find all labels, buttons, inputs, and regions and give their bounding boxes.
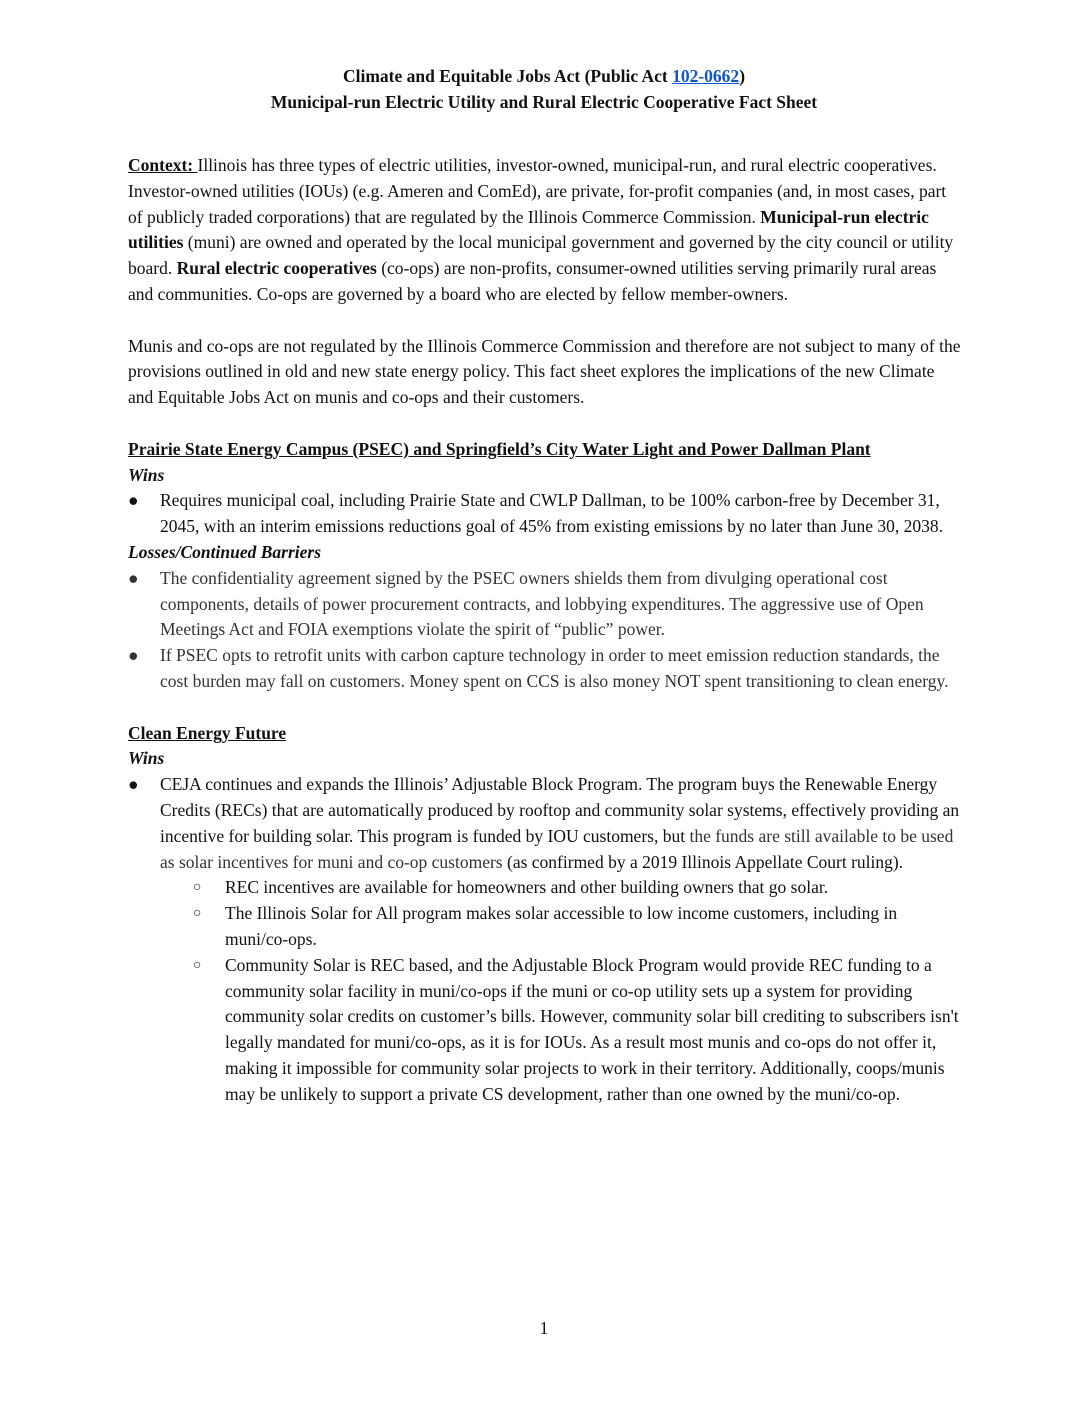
sub-list-item: ○ The Illinois Solar for All program makes solar accessible to low income customers, including in muni/co-ops.	[193, 903, 898, 949]
psec-losses-list	[128, 566, 963, 695]
title-line-2: Municipal-run Electric Utility and Rural Electric Cooperative Fact Sheet	[270, 92, 818, 112]
circle-bullet-icon: ○	[193, 906, 202, 922]
section-heading-clean-energy: Clean Energy Future	[128, 722, 287, 743]
psec-wins-label: Wins	[128, 464, 165, 485]
intro-paragraph: Munis and co-ops are not regulated by the Illinois Commerce Commission and therefore are not subject to many of the provisions outlined in old and new state energy policy. This fact sheet explores the implications of the new Climate and Equitable Jobs Act on munis and co-ops and their customers.	[128, 335, 961, 408]
context-paragraph: Context: Illinois has three types of electric utilities, investor-owned, municipal-run, and rural electric cooperatives. Investor-owned utilities (IOUs) (e.g. Ameren and ComEd), are private, for-profit companies (and, in most cases, part of publicly traded corporations) that are regulated by the Illinois Commerce Commission. Municipal-run electric utilities (muni) are owned and operated by the local municipal government and governed by the city council or utility board. Rural electric cooperatives (co-ops) are non-profits, consumer-owned utilities serving primarily rural areas and communities. Co-ops are governed by a board who are elected by fellow member-owners.	[128, 155, 954, 304]
document-body	[128, 153, 963, 1107]
public-act-link[interactable]: 102-0662	[672, 66, 740, 86]
circle-bullet-icon: ○	[193, 957, 202, 973]
psec-losses-label: Losses/Continued Barriers	[128, 541, 322, 562]
clean-energy-sub-list	[160, 875, 963, 1107]
muni-term: Municipal-run electric utilities	[128, 206, 929, 253]
title-prefix: Climate and Equitable Jobs Act (Public Act	[342, 66, 673, 86]
sub-list-item: ○ REC incentives are available for homeowners and other building owners that go solar.	[128, 875, 963, 901]
page-number: 1	[539, 1318, 549, 1338]
bullet-icon: ●	[128, 645, 139, 666]
document-title	[0, 63, 1088, 115]
context-label: Context:	[128, 155, 198, 175]
section-heading-psec: Prairie State Energy Campus (PSEC) and Springfield’s City Water Light and Power Dallman Plant	[128, 438, 871, 459]
coop-term: Rural electric cooperatives	[176, 258, 377, 279]
clean-energy-wins-list	[128, 772, 963, 1107]
clean-energy-wins-label: Wins	[128, 748, 165, 769]
list-item: ● CEJA continues and expands the Illinois’ Adjustable Block Program. The program buys the Renewable Energy Credits (RECs) that are automatically produced by rooftop and community solar systems, effectively providing an incentive for building solar. This program is funded by IOU customers, but the funds are still available to be used as solar incentives for muni and co-op customers (as confirmed by a 2019 Illinois Appellate Court ruling). ○ REC incentives are available for homeowners and other building owners that go solar. ○ The Illinois Solar for All program makes solar accessible to low income customers, including in muni/co-ops. ○ Community Solar is REC based, and the Adjustable Block Program would provide REC funding to a community solar facility in muni/co-ops if the muni or co-op utility sets up a system for providing community solar credits on customer’s bills. However, community solar bill crediting to subscribers isn't legally mandated for muni/co-ops, as it is for IOUs. As a result most munis and co-ops do not offer it, making it impossible for community solar projects to work in their territory. Additionally, coops/munis may be unlikely to support a private CS development, rather than one owned by the muni/co-op.	[128, 772, 963, 1107]
list-item: ● Requires municipal coal, including Prairie State and CWLP Dallman, to be 100% carbon-free by December 31, 2045, with an interim emissions reductions goal of 45% from existing emissions by no later than June 30, 2038.	[128, 490, 944, 537]
bullet-icon: ●	[128, 567, 139, 588]
list-item: ● If PSEC opts to retrofit units with carbon capture technology in order to meet emission reduction standards, the cost burden may fall on customers. Money spent on CCS is also money NOT spent transitioning to clean energy.	[128, 645, 949, 691]
title-line-1	[0, 63, 1088, 89]
title-suffix: )	[739, 66, 746, 86]
bullet-icon: ●	[128, 490, 139, 511]
circle-bullet-icon: ○	[193, 880, 202, 896]
list-item: ● The confidentiality agreement signed by the PSEC owners shields them from divulging operational cost components, details of power procurement contracts, and lobbying expenditures. The aggressive use of Open Meetings Act and FOIA exemptions violate the spirit of “public” power.	[128, 567, 924, 640]
bullet-icon: ●	[128, 774, 139, 795]
sub-list-item: ○ Community Solar is REC based, and the Adjustable Block Program would provide REC funding to a community solar facility in muni/co-ops if the muni or co-op utility sets up a system for providing community solar credits on customer’s bills. However, community solar bill crediting to subscribers isn't legally mandated for muni/co-ops, as it is for IOUs. As a result most munis and co-ops do not offer it, making it impossible for community solar projects to work in their territory. Additionally, coops/munis may be unlikely to support a private CS development, rather than one owned by the muni/co-op.	[193, 954, 959, 1104]
psec-wins-list	[128, 488, 963, 540]
